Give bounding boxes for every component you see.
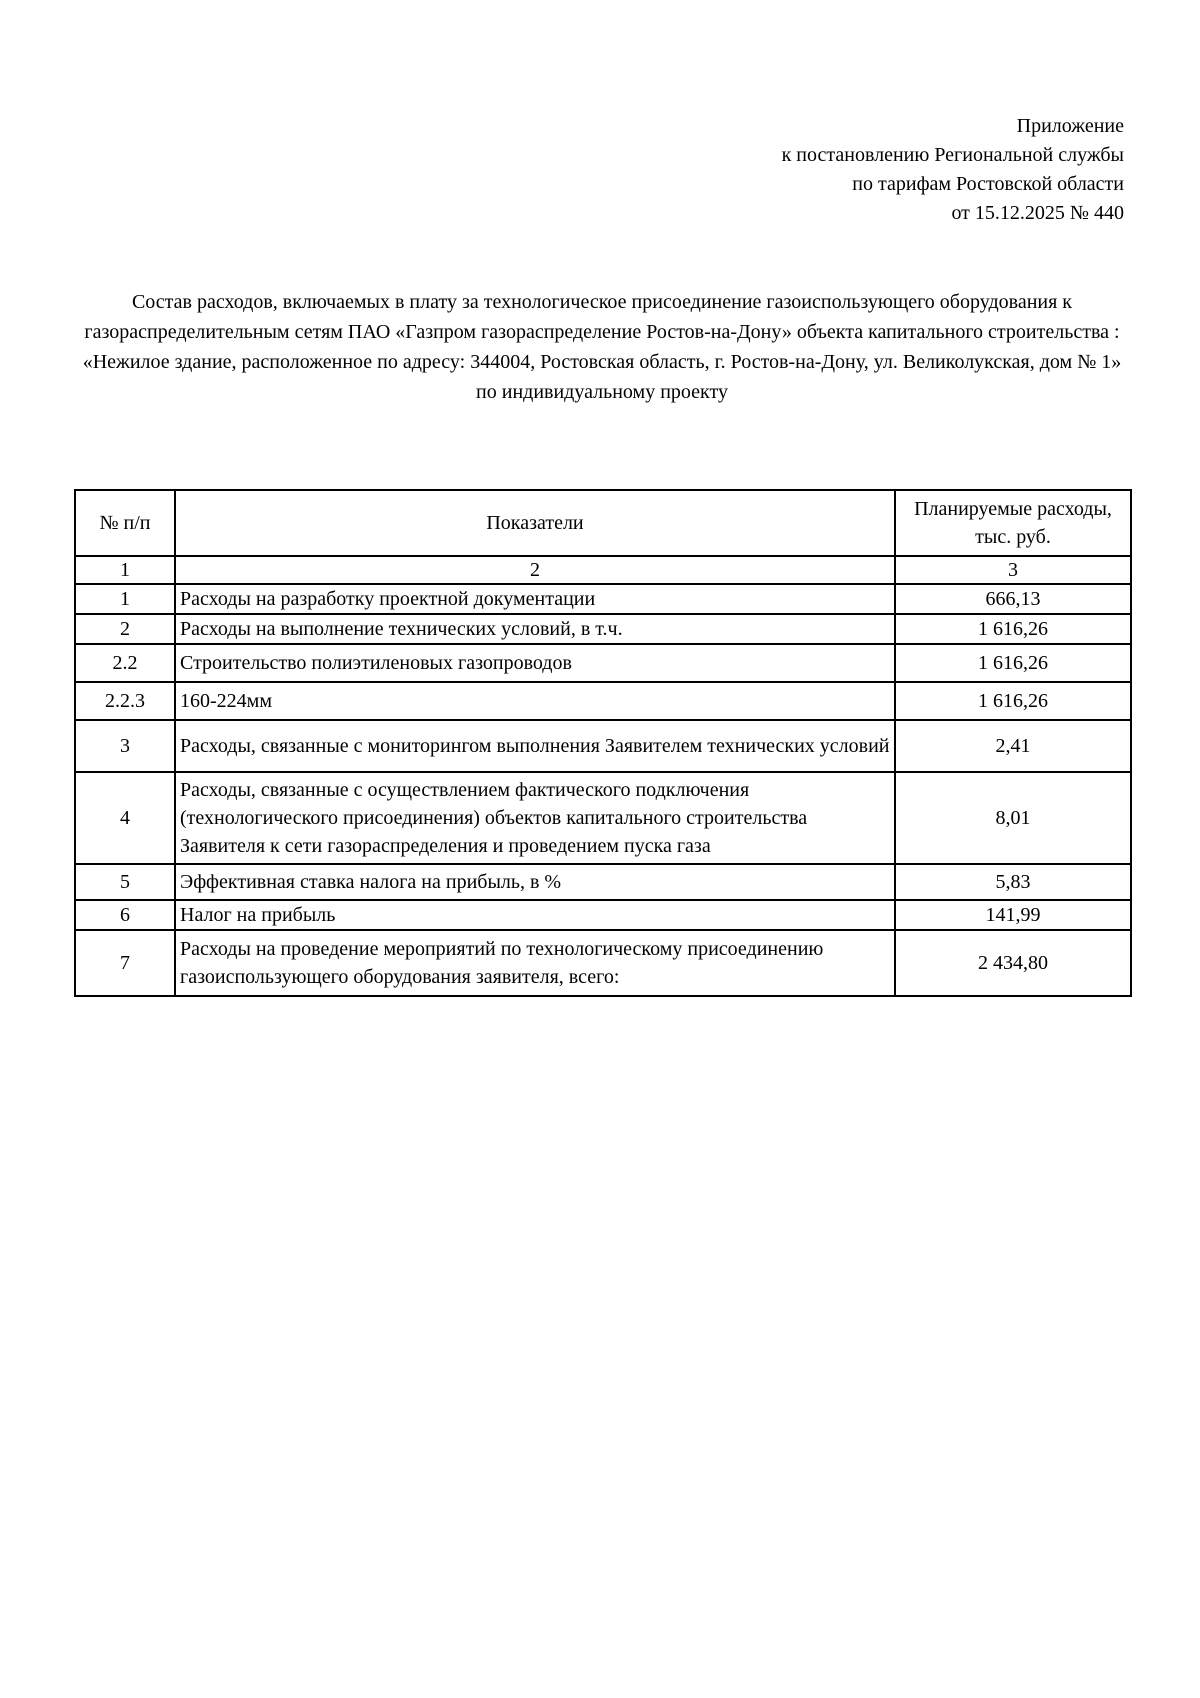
row-value: 141,99 — [895, 900, 1131, 930]
row-num: 2 — [75, 614, 175, 644]
row-value: 1 616,26 — [895, 644, 1131, 682]
row-num: 1 — [75, 584, 175, 614]
row-name: Расходы на разработку проектной документации — [175, 584, 895, 614]
row-value: 2 434,80 — [895, 930, 1131, 996]
header-name: Показатели — [175, 490, 895, 556]
appendix-line: к постановлению Региональной службы — [781, 144, 1124, 166]
row-name: Расходы на проведение мероприятий по технологическому присоединению газоиспользующего оборудования заявителя, всего: — [175, 930, 895, 996]
table-row — [75, 930, 1131, 996]
row-value: 5,83 — [895, 864, 1131, 900]
row-name: Строительство полиэтиленовых газопроводов — [175, 644, 895, 682]
row-value: 1 616,26 — [895, 682, 1131, 720]
appendix-line: по тарифам Ростовской области — [852, 173, 1124, 195]
table-row — [75, 864, 1131, 900]
header-value: Планируемые расходы, тыс. руб. — [895, 490, 1131, 556]
row-value: 8,01 — [895, 772, 1131, 864]
row-num: 6 — [75, 900, 175, 930]
table-row — [75, 682, 1131, 720]
appendix-line: от 15.12.2025 № 440 — [951, 202, 1124, 224]
row-name: Расходы, связанные с мониторингом выполнения Заявителем технических условий — [175, 720, 895, 772]
appendix-block — [604, 112, 1124, 228]
header-num: № п/п — [75, 490, 175, 556]
table-row — [75, 584, 1131, 614]
row-name: Эффективная ставка налога на прибыль, в % — [175, 864, 895, 900]
row-num: 2.2 — [75, 644, 175, 682]
row-value: 2,41 — [895, 720, 1131, 772]
row-num: 3 — [75, 720, 175, 772]
table-row — [75, 900, 1131, 930]
row-num: 5 — [75, 864, 175, 900]
table-row — [75, 644, 1131, 682]
column-numbers-row — [75, 556, 1131, 584]
column-number: 3 — [895, 556, 1131, 584]
row-num: 4 — [75, 772, 175, 864]
row-value: 1 616,26 — [895, 614, 1131, 644]
document-title: Состав расходов, включаемых в плату за технологическое присоединение газоиспользующего оборудования к газораспределительным сетям ПАО «Газпром газораспределение Ростов-на-Дону» объекта капитального строительства : «Нежилое здание, расположенное по адресу: 344004, Ростовская область, г. Ростов-на-Дону, ул. Великолукская, дом № 1» по индивидуальному проекту — [82, 291, 1122, 403]
table-row — [75, 772, 1131, 864]
table-row — [75, 720, 1131, 772]
table-header-row — [75, 490, 1131, 556]
column-number: 1 — [75, 556, 175, 584]
row-value: 666,13 — [895, 584, 1131, 614]
row-num: 2.2.3 — [75, 682, 175, 720]
row-name: Налог на прибыль — [175, 900, 895, 930]
row-num: 7 — [75, 930, 175, 996]
costs-table — [74, 489, 1132, 997]
row-name: Расходы, связанные с осуществлением фактического подключения (технологического присоединения) объектов капитального строительства Заявителя к сети газораспределения и проведением пуска газа — [175, 772, 895, 864]
row-name: Расходы на выполнение технических условий, в т.ч. — [175, 614, 895, 644]
row-name: 160-224мм — [175, 682, 895, 720]
appendix-line: Приложение — [1016, 115, 1124, 137]
column-number: 2 — [175, 556, 895, 584]
table-row — [75, 614, 1131, 644]
